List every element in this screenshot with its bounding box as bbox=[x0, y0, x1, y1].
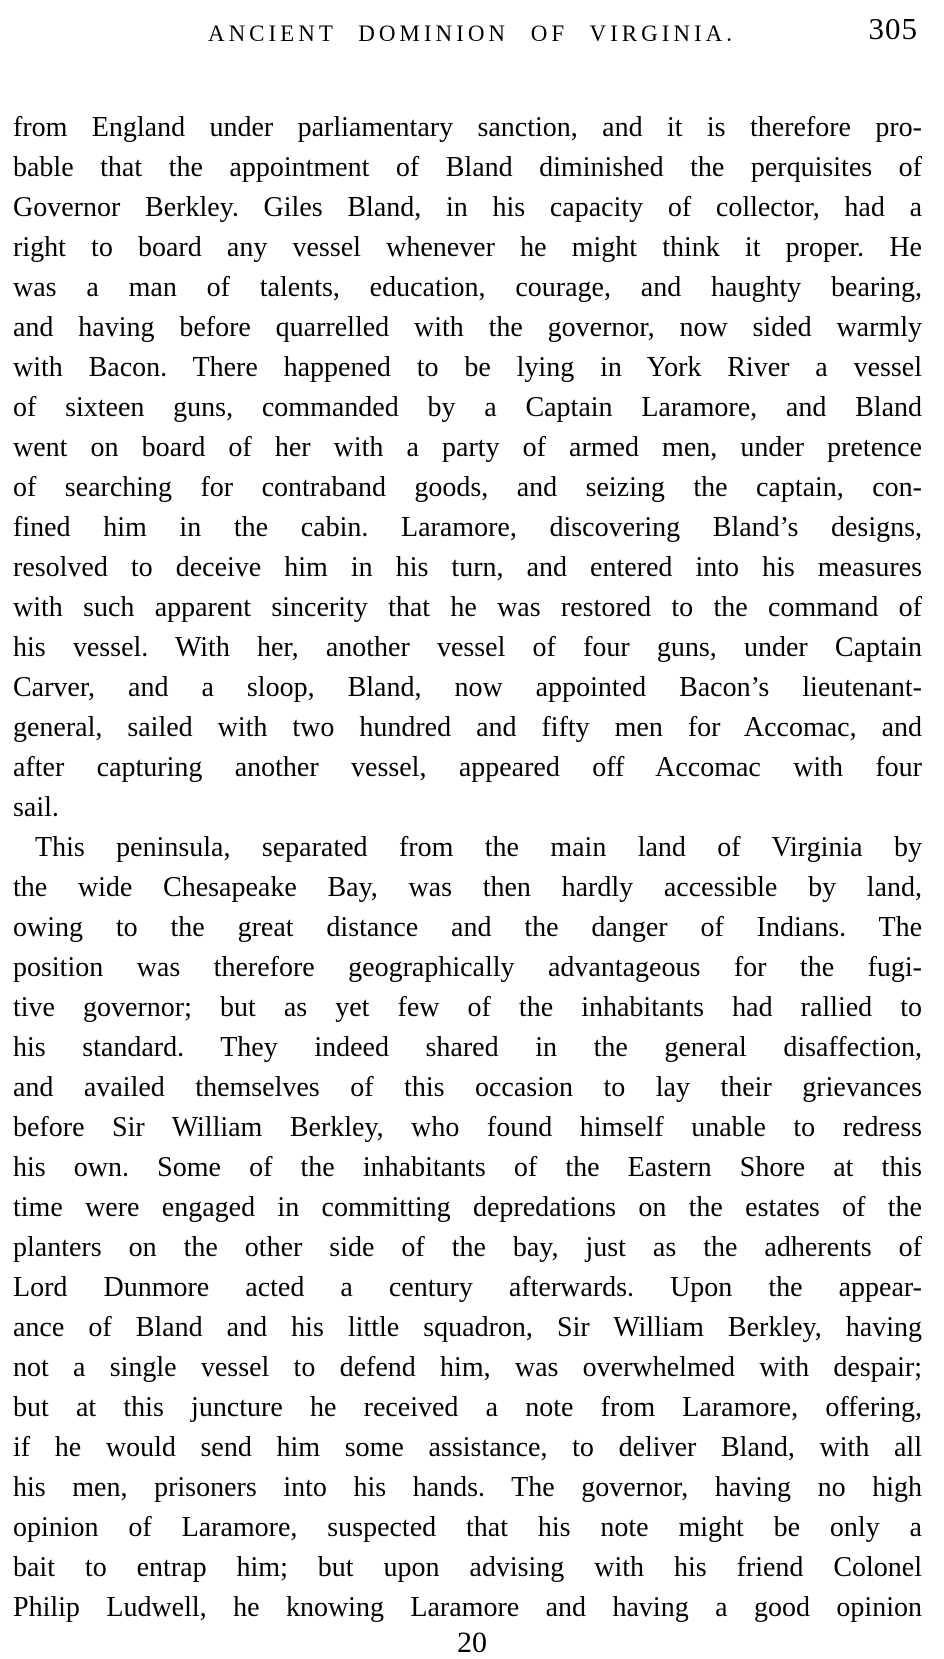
text-line: bait to entrap him; but upon advising with his friend Colonel bbox=[13, 1552, 922, 1583]
text-line: opinion of Laramore, suspected that his note might be only a bbox=[13, 1512, 922, 1543]
text-line: not a single vessel to defend him, was overwhelmed with despair; bbox=[13, 1352, 922, 1383]
text-line: if he would send him some assistance, to deliver Bland, with all bbox=[13, 1432, 922, 1463]
text-line: sail. bbox=[13, 792, 59, 823]
text-line: Governor Berkley. Giles Bland, in his capacity of collector, had a bbox=[13, 192, 922, 223]
text-line: from England under parliamentary sanction, and it is therefore pro- bbox=[13, 112, 922, 143]
text-line: position was therefore geographically advantageous for the fugi- bbox=[13, 952, 922, 983]
running-title: ANCIENT DOMINION OF VIRGINIA. bbox=[207, 21, 737, 46]
text-line: and availed themselves of this occasion to lay their grievances bbox=[13, 1072, 922, 1103]
text-line: This peninsula, separated from the main land of Virginia by bbox=[35, 832, 922, 863]
text-line: with Bacon. There happened to be lying in York River a vessel bbox=[13, 352, 922, 383]
text-line: with such apparent sincerity that he was restored to the command of bbox=[13, 592, 922, 623]
page-body bbox=[13, 108, 922, 1628]
text-line: his men, prisoners into his hands. The governor, having no high bbox=[13, 1472, 922, 1503]
text-line: resolved to deceive him in his turn, and entered into his measures bbox=[13, 552, 922, 583]
page-header bbox=[0, 0, 944, 68]
text-line: planters on the other side of the bay, just as the adherents of bbox=[13, 1232, 922, 1263]
text-line: the wide Chesapeake Bay, was then hardly accessible by land, bbox=[13, 872, 922, 903]
text-line: ance of Bland and his little squadron, Sir William Berkley, having bbox=[13, 1312, 922, 1343]
text-line: time were engaged in committing depredations on the estates of the bbox=[13, 1192, 922, 1223]
text-line: Philip Ludwell, he knowing Laramore and having a good opinion bbox=[13, 1592, 922, 1623]
text-line: was a man of talents, education, courage, and haughty bearing, bbox=[13, 272, 922, 303]
text-line: tive governor; but as yet few of the inhabitants had rallied to bbox=[13, 992, 922, 1023]
text-line: general, sailed with two hundred and fifty men for Accomac, and bbox=[13, 712, 922, 743]
text-line: his standard. They indeed shared in the general disaffection, bbox=[13, 1032, 922, 1063]
text-line: Lord Dunmore acted a century afterwards. Upon the appear- bbox=[13, 1272, 922, 1303]
text-line: owing to the great distance and the danger of Indians. The bbox=[13, 912, 922, 943]
text-line: Carver, and a sloop, Bland, now appointed Bacon’s lieutenant- bbox=[13, 672, 922, 703]
page-number: 305 bbox=[868, 11, 918, 46]
text-line: his own. Some of the inhabitants of the Eastern Shore at this bbox=[13, 1152, 922, 1183]
text-line: of searching for contraband goods, and seizing the captain, con- bbox=[13, 472, 922, 503]
text-line: before Sir William Berkley, who found himself unable to redress bbox=[13, 1112, 922, 1143]
text-line: of sixteen guns, commanded by a Captain Laramore, and Bland bbox=[13, 392, 922, 423]
signature-mark: 20 bbox=[457, 1626, 487, 1659]
text-line: after capturing another vessel, appeared off Accomac with four bbox=[13, 752, 922, 783]
text-line: right to board any vessel whenever he might think it proper. He bbox=[13, 232, 922, 263]
text-line: fined him in the cabin. Laramore, discovering Bland’s designs, bbox=[13, 512, 922, 543]
text-line: went on board of her with a party of armed men, under pretence bbox=[13, 432, 922, 463]
text-line: his vessel. With her, another vessel of four guns, under Captain bbox=[13, 632, 922, 663]
text-line: and having before quarrelled with the governor, now sided warmly bbox=[13, 312, 922, 343]
text-line: but at this juncture he received a note from Laramore, offering, bbox=[13, 1392, 922, 1423]
text-line: bable that the appointment of Bland diminished the perquisites of bbox=[13, 152, 922, 183]
